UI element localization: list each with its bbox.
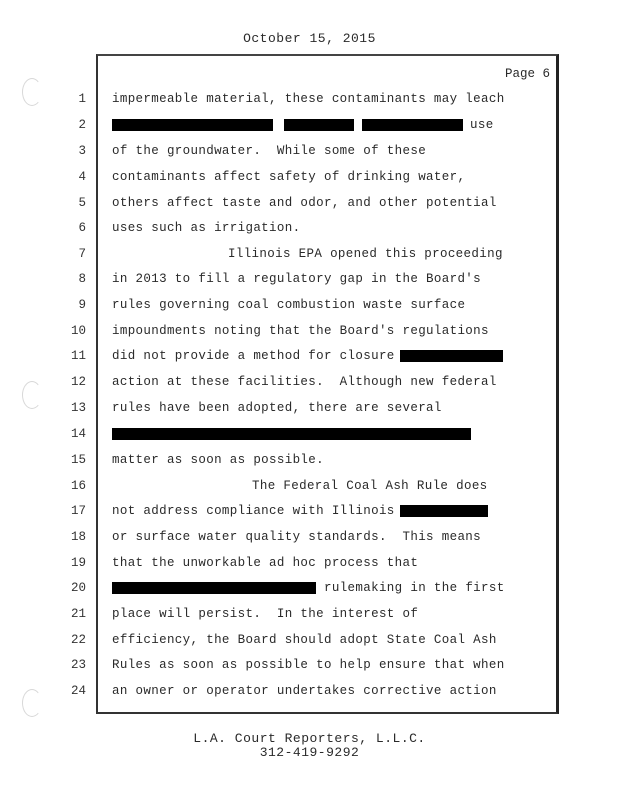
line-number-7: 7 [78, 247, 86, 261]
transcript-line-18: or surface water quality standards. This means [112, 530, 482, 544]
line-number-4: 4 [78, 170, 86, 184]
redaction-bar [400, 350, 503, 362]
line-number-6: 6 [78, 221, 86, 235]
punch-hole-middle [22, 381, 42, 409]
line-number-13: 13 [70, 401, 86, 415]
line-number-2: 2 [78, 118, 86, 132]
redaction-bar [112, 428, 471, 440]
line-number-9: 9 [78, 298, 86, 312]
transcript-line-19: that the unworkable ad hoc process that [112, 556, 419, 570]
transcript-line-15: matter as soon as possible. [112, 453, 324, 467]
transcript-line-21: place will persist. In the interest of [112, 607, 419, 621]
court-reporter-phone: 312-419-9292 [259, 745, 360, 760]
line-number-21: 21 [70, 607, 86, 621]
line-number-17: 17 [70, 504, 86, 518]
line-number-11: 11 [70, 349, 86, 363]
line-number-16: 16 [70, 479, 86, 493]
transcript-line-20: rulemaking in the first [324, 581, 505, 595]
transcript-line-17: not address compliance with Illinois [112, 504, 395, 518]
transcript-line-24: an owner or operator undertakes corrective action [112, 684, 497, 698]
transcript-line-10: impoundments noting that the Board's regulations [112, 324, 489, 338]
transcript-line-1: impermeable material, these contaminants may leach [112, 92, 505, 106]
transcript-line-13: rules have been adopted, there are several [112, 401, 442, 415]
transcript-line-12: action at these facilities. Although new federal [112, 375, 497, 389]
line-number-8: 8 [78, 272, 86, 286]
line-number-24: 24 [70, 684, 86, 698]
transcript-line-4: contaminants affect safety of drinking water, [112, 170, 466, 184]
redaction-bar [400, 505, 488, 517]
punch-hole-top [22, 78, 42, 106]
transcript-line-2: use [470, 118, 494, 132]
line-number-15: 15 [70, 453, 86, 467]
transcript-line-22: efficiency, the Board should adopt State Coal Ash [112, 633, 497, 647]
court-reporter-company: L.A. Court Reporters, L.L.C. [193, 731, 426, 746]
line-number-10: 10 [70, 324, 86, 338]
transcript-line-6: uses such as irrigation. [112, 221, 301, 235]
transcript-line-11: did not provide a method for closure [112, 349, 395, 363]
line-number-22: 22 [70, 633, 86, 647]
transcript-line-23: Rules as soon as possible to help ensure that when [112, 658, 505, 672]
transcript-line-8: in 2013 to fill a regulatory gap in the Board's [112, 272, 482, 286]
redaction-bar [284, 119, 354, 131]
line-number-19: 19 [70, 556, 86, 570]
redaction-bar [112, 119, 273, 131]
line-number-12: 12 [70, 375, 86, 389]
transcript-line-7: Illinois EPA opened this proceeding [228, 247, 503, 261]
transcript-line-3: of the groundwater. While some of these [112, 144, 427, 158]
transcript-line-5: others affect taste and odor, and other potential [112, 196, 497, 210]
transcript-date: October 15, 2015 [243, 31, 376, 46]
line-number-5: 5 [78, 196, 86, 210]
line-number-23: 23 [70, 658, 86, 672]
line-number-3: 3 [78, 144, 86, 158]
page-number-label: Page 6 [505, 67, 551, 81]
line-number-14: 14 [70, 427, 86, 441]
redaction-bar [112, 582, 316, 594]
line-number-1: 1 [78, 92, 86, 106]
line-number-18: 18 [70, 530, 86, 544]
punch-hole-bottom [22, 689, 42, 717]
transcript-line-9: rules governing coal combustion waste surface [112, 298, 466, 312]
line-number-20: 20 [70, 581, 86, 595]
redaction-bar [362, 119, 463, 131]
transcript-line-16: The Federal Coal Ash Rule does [252, 479, 488, 493]
